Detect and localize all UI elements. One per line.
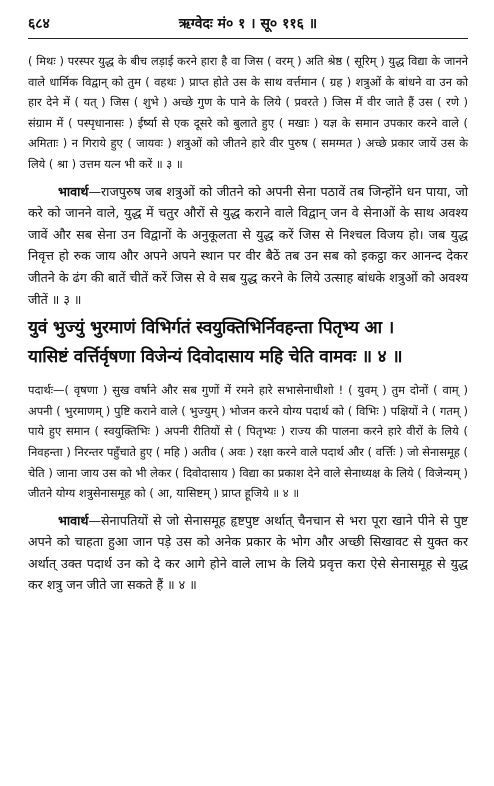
bhavartha-text: —राजपुरुष जब शत्रुओं को जीतने को अपनी सेना पठावें तब जिन्होंने धन पाया, जो करे को जानने वाले, युद्ध में चतुर औरों से युद्ध कराने वाले विद्वान् जन वे सेनाओं के साथ अवश्य जावें और सब सेना उन विद्वानों के अनुकूलता से युद्ध करें जिस से निश्चल विजय हो। जब युद्ध निवृत्त हो रुक जाय और अपने अपने स्थान पर वीर बैठें तब उन सब को इकट्ठा कर आनन्द देकर जीतने के ढंग की बातें चीतें करें जिस से वे सब युद्ध करने के लिये उत्साह बांधके शत्रुओं को अवश्य जीतें ॥ ३ ॥	[28, 183, 468, 307]
running-title: ऋग्वेदः मं० १ । सू० ११६ ॥	[178, 16, 318, 32]
page-number: ६८४	[28, 16, 50, 32]
bhavartha-label: भावार्थ	[58, 512, 89, 528]
bhavartha-paragraph-3	[28, 181, 468, 311]
page-header	[28, 14, 468, 39]
mantra-verse-4	[28, 314, 468, 372]
word-meaning-paragraph-4: पदार्थः—( वृषणा ) सुख वर्षाने और सब गुणों में रमने हारे सभासेनाधीशो ! ( युवम् ) तुम दोनों ( वाम् ) अपनी ( भुरमाणम् ) पुष्टि कराने वाले ( भुज्युम् ) भोजन करने योग्य पदार्थ को ( विभिः ) पक्षियों ने ( गतम् ) पाये हुए समान ( स्वयुक्तिभिः ) अपनी रीतियों से ( पितृभ्यः ) राज्य की पालना करने हारे वीरों के लिये ( निवहन्ता ) निरन्तर पहुँचाते हुए ( महि ) अतीव ( अवः ) रक्षा करने वाले पदार्थ और ( वर्त्तिः ) जो सेनासमूह ( चेति ) जाना जाय उस को भी लेकर ( दिवोदासाय ) विद्या का प्रकाश देने वाले सेनाध्यक्ष के लिये ( विजेन्यम् ) जीतने योग्य शत्रुसेनासमूह को ( आ, यासिष्टम् ) प्राप्त हूजिये ॥ ४ ॥	[28, 383, 468, 501]
bhavartha-text: —सेनापतियों से जो सेनासमूह हृष्टपुष्ट अर्थात् चैनचान से भरा पूरा खाने पीने से पुष्ट अपने को चाहता हुआ जान पड़े उस को अनेक प्रकार के भोग और अच्छी सिखावट से युक्त कर अर्थात् उक्त पदार्थ उन को दे कर आगे होने वाले लाभ के लिये प्रवृत्त करा ऐसे सेनासमूह से युद्ध कर शत्रु जन जीते जा सकते हैं ॥ ४ ॥	[28, 512, 468, 593]
mantra-line-2: यासिष्टं वर्त्तिर्वृषणा विजेन्यं दिवोदासाय महि चेति वामवः ॥ ४ ॥	[28, 347, 403, 368]
bhavartha-paragraph-4	[28, 510, 468, 596]
bhavartha-label: भावार्थ	[58, 183, 89, 199]
mantra-line-1: युवं भुज्युं भुरमाणं विभिर्गतं स्वयुक्तिभिर्निवहन्ता पितृभ्य आ ।	[28, 318, 395, 339]
word-meaning-paragraph-3: ( मिथः ) परस्पर युद्ध के बीच लड़ाई करने हारा है वा जिस ( वरम् ) अति श्रेष्ठ ( सूरिम् ) युद्ध विद्या के जानने वाले धार्मिक विद्वान् को तुम ( वहथः ) प्राप्त होते उस के साथ वर्त्तमान ( ग्रह ) शत्रुओं के बांधने वा उन को हार देने में ( यत् ) जिस ( शुभे ) अच्छे गुण के पाने के लिये ( प्रवरते ) जिस में वीर जाते हैं उस ( रणे ) संग्राम में ( पस्पृधानासः ) ईर्ष्या से एक दूसरे को बुलाते हुए ( मखाः ) यज्ञ के समान उपकार करने वाले ( अमिताः ) न गिराये हुए ( जायवः ) शत्रुओं को जीतने हारे वीर पुरुष ( समग्मत ) अच्छे प्रकार जायें उस के लिये ( श्रा ) उत्तम यत्न भी करें ॥ ३ ॥	[28, 54, 468, 171]
